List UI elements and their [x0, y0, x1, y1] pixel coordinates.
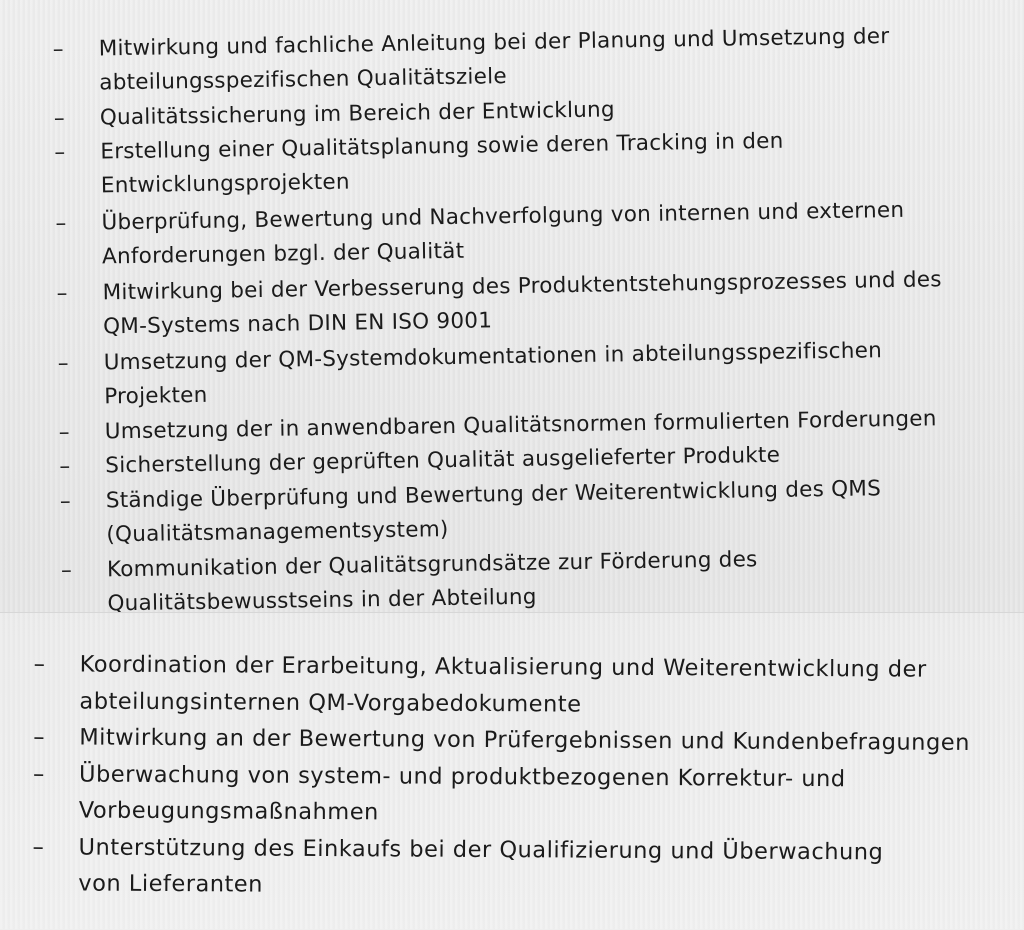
list-item-line: Koordination der Erarbeitung, Aktualisierung und Weiterentwicklung der: [79, 651, 927, 683]
bullet-dash: –: [55, 210, 67, 237]
bullet-dash: –: [59, 488, 72, 515]
bullet-dash: –: [53, 105, 66, 132]
upper-bullet-list: [53, 18, 1012, 622]
list-item-line: Überwachung von system- und produktbezogenen Korrektur- und: [78, 760, 846, 792]
list-item: [61, 539, 1012, 622]
list-item-line: Sicherstellung der geprüften Qualität ausgelieferter Produkte: [105, 442, 781, 479]
list-item-line: Vorbeugungsmaßnahmen: [78, 797, 379, 826]
list-item-line: Umsetzung der in anwendbaren Qualitätsnormen formulierten Forderungen: [104, 406, 937, 445]
list-item-line: Ständige Überprüfung und Bewertung der Weiterentwicklung des QMS: [105, 476, 882, 514]
list-item-line: Mitwirkung und fachliche Anleitung bei der Planung und Umsetzung der: [98, 24, 890, 62]
list-item-line: von Lieferanten: [78, 870, 264, 898]
bullet-dash: –: [52, 37, 64, 63]
bullet-dash: –: [32, 760, 45, 787]
list-item: [55, 192, 1006, 275]
list-item-line: abteilungsinternen QM-Vorgabedokumente: [79, 687, 582, 718]
list-item-line: Kommunikation der Qualitätsgrundsätze zur Förderung des: [106, 547, 758, 583]
list-item-line: Qualitätsbewusstseins in der Abteilung: [107, 584, 537, 617]
bullet-dash: –: [56, 280, 68, 307]
list-item-line: Anforderungen bzgl. der Qualität: [101, 238, 465, 270]
list-item: [54, 121, 1005, 204]
list-item-line: Erstellung einer Qualitätsplanung sowie deren Tracking in den: [100, 128, 784, 165]
list-item-line: Umsetzung der QM-Systemdokumentationen in abteilungsspezifischen: [103, 338, 883, 376]
list-item-line: Mitwirkung an der Bewertung von Prüfergebnissen und Kundenbefragungen: [79, 724, 970, 756]
list-item-line: QM-Systems nach DIN EN ISO 9001: [102, 308, 493, 340]
list-item-line: abteilungsspezifischen Qualitätsziele: [99, 64, 508, 96]
bullet-dash: –: [54, 139, 66, 166]
list-item: [33, 719, 1013, 761]
bullet-dash: –: [57, 350, 69, 377]
list-item-line: Projekten: [104, 382, 208, 410]
list-item-line: Entwicklungsprojekten: [100, 169, 351, 199]
list-item: [33, 756, 1013, 835]
list-item-line: (Qualitätsmanagementsystem): [106, 517, 449, 548]
bullet-dash: –: [59, 453, 71, 480]
bullet-dash: –: [32, 833, 45, 860]
list-item: [56, 262, 1007, 345]
list-item-line: Mitwirkung bei der Verbesserung des Produktentstehungsprozesses und des: [102, 267, 942, 306]
list-item: [32, 829, 1012, 908]
lower-document-section: [0, 612, 1024, 930]
list-item: [33, 646, 1013, 725]
bullet-dash: –: [58, 419, 70, 446]
list-item-line: Unterstützung des Einkaufs bei der Qualifizierung und Überwachung: [78, 833, 884, 865]
list-item-line: Überprüfung, Bewertung und Nachverfolgung von internen und externen: [101, 197, 905, 236]
bullet-dash: –: [33, 651, 46, 678]
lower-bullet-list: [32, 646, 1014, 907]
list-item-line: Qualitätssicherung im Bereich der Entwicklung: [99, 97, 616, 131]
bullet-dash: –: [60, 557, 73, 584]
bullet-dash: –: [33, 724, 46, 751]
